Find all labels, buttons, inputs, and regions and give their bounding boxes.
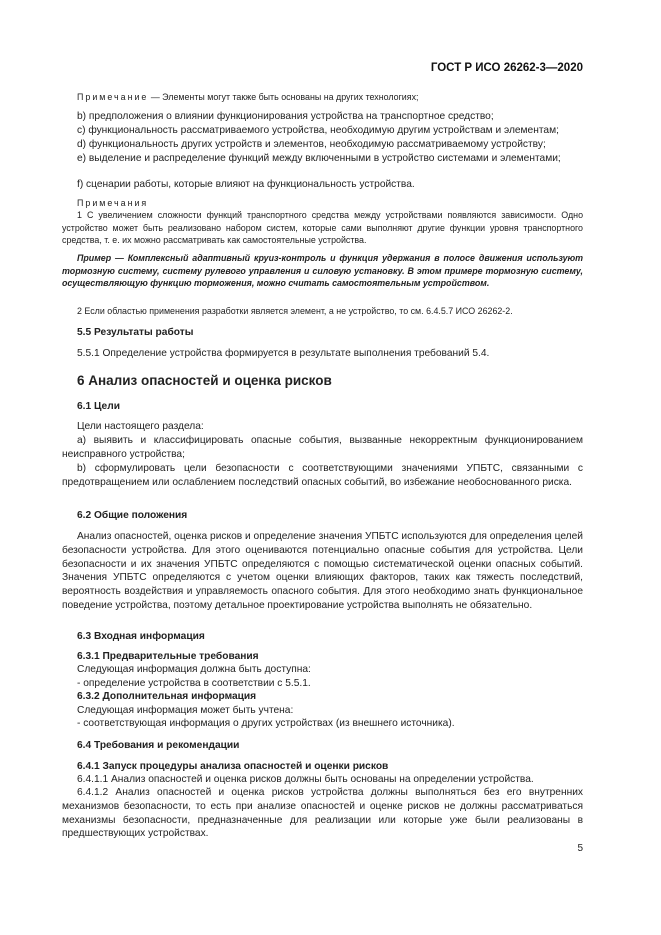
paragraph: 6.4.1.2 Анализ опасностей и оценка рисков устройства должны выполняться без его внутренних механизмов безопасности, то есть при анализе опасностей и оценке рисков не должны рассматриваться механизмы безопасности, предназначенные для реализации или которые уже были реализованы в предшествующих устройствах. bbox=[62, 787, 583, 840]
note-label: Примечание bbox=[77, 92, 149, 102]
list-item: c) функциональность рассматриваемого устройства, необходимую другим устройствам и элементам; bbox=[77, 125, 559, 136]
list-item: d) функциональность других устройств и элементов, необходимую рассматриваемому устройству; bbox=[77, 139, 546, 150]
list-item: b) сформулировать цели безопасности с соответствующими значениями УПБТС, связанными с предотвращением или ослаблением последствий опасных событий, во избежание необоснованного риска. bbox=[62, 463, 583, 488]
section-heading-6-3: 6.3 Входная информация bbox=[77, 631, 205, 642]
list-item: b) предположения о влиянии функционирования устройства на транспортное средство; bbox=[77, 111, 494, 122]
paragraph: Анализ опасностей, оценка рисков и определение значения УПБТС используются для определения целей безопасности устройства. Для этого оцениваются потенциально опасные события для устройства. Цели безопасности и их значения УПБТС определяются с помощью систематической оценки опасных событий. Значения УПБТС определяются с учетом оценки влияющих факторов, таких как тяжесть последствий, вероятность воздействия и управляемость опасного события. Для этого необходимо знать функциональное поведение устройства, поэтому детальное проектирование устройства выполнять не обязательно. bbox=[62, 531, 583, 611]
list-item: - соответствующая информация о других устройствах (из внешнего источника). bbox=[77, 718, 455, 729]
section-heading-6-3-2: 6.3.2 Дополнительная информация bbox=[77, 691, 257, 702]
note-1: 1 С увеличением сложности функций транспортного средства между устройствами появляются зависимости. Одно устройство может быть реализовано набором систем, которые сами выполняют другие функции уровня транспортного средства, т. е. их можно рассматривать как самостоятельные устройства. bbox=[62, 210, 583, 246]
section-heading-6: 6 Анализ опасностей и оценка рисков bbox=[77, 373, 332, 388]
paragraph: Следующая информация должна быть доступна: bbox=[77, 664, 311, 675]
list-item: e) выделение и распределение функций между включенными в устройство системами и элементами; bbox=[77, 153, 561, 164]
page-number: 5 bbox=[577, 843, 583, 854]
paragraph: Цели настоящего раздела: bbox=[77, 421, 204, 432]
section-heading-6-4: 6.4 Требования и рекомендации bbox=[77, 740, 240, 751]
section-heading-6-1: 6.1 Цели bbox=[77, 401, 120, 412]
list-item: - определение устройства в соответствии с 5.5.1. bbox=[77, 678, 311, 689]
note bbox=[62, 91, 583, 104]
section-heading-6-4-1: 6.4.1 Запуск процедуры анализа опасностей и оценки рисков bbox=[77, 761, 389, 772]
document-header: ГОСТ Р ИСО 26262-3—2020 bbox=[430, 62, 583, 74]
list-item: a) выявить и классифицировать опасные события, вызванные некорректным функционированием неисправного устройства; bbox=[62, 435, 583, 460]
paragraph: 5.5.1 Определение устройства формируется в результате выполнения требований 5.4. bbox=[77, 348, 490, 359]
paragraph: 6.4.1.1 Анализ опасностей и оценка рисков должны быть основаны на определении устройства. bbox=[77, 774, 534, 785]
section-heading-6-2: 6.2 Общие положения bbox=[77, 510, 188, 521]
section-heading-5-5: 5.5 Результаты работы bbox=[77, 327, 194, 338]
note-text: — Элементы могут также быть основаны на других технологиях; bbox=[148, 92, 419, 102]
section-heading-6-3-1: 6.3.1 Предварительные требования bbox=[77, 651, 259, 662]
list-item: f) сценарии работы, которые влияют на функциональность устройства. bbox=[77, 179, 415, 190]
notes-label: Примечания bbox=[77, 198, 149, 208]
example: Пример — Комплексный адаптивный круиз-контроль и функция удержания в полосе движения используют тормозную систему, систему рулевого управления и силовую установку. В этом примере тормозную систему, осуществляющую функцию торможения, можно считать самостоятельным устройством. bbox=[62, 253, 583, 289]
note-2: 2 Если областью применения разработки является элемент, а не устройство, то см. 6.4.5.7 ИСО 26262-2. bbox=[77, 306, 513, 316]
paragraph: Следующая информация может быть учтена: bbox=[77, 705, 294, 716]
